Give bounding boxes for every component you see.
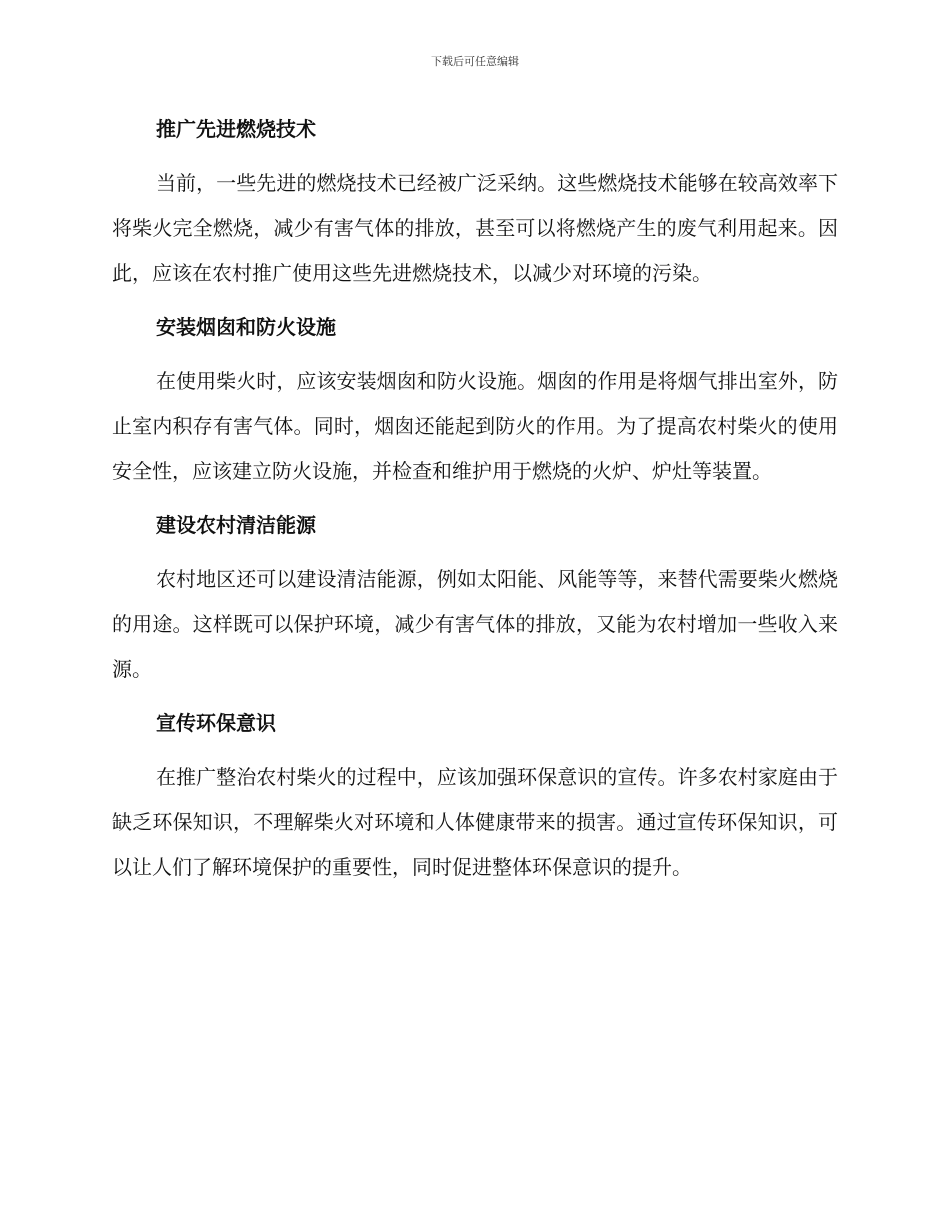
section-advanced-combustion — [112, 112, 838, 296]
section-paragraph: 在推广整治农村柴火的过程中，应该加强环保意识的宣传。许多农村家庭由于缺乏环保知识，不理解柴火对环境和人体健康带来的损害。通过宣传环保知识，可以让人们了解环境保护的重要性，同时促进整体环保意识的提升。 — [112, 765, 838, 879]
section-environmental-awareness — [112, 706, 838, 890]
section-chimney-fire-safety — [112, 310, 838, 494]
section-heading: 安装烟囱和防火设施 — [156, 315, 336, 339]
section-clean-energy — [112, 508, 838, 692]
section-heading: 宣传环保意识 — [156, 711, 276, 735]
section-paragraph: 在使用柴火时，应该安装烟囱和防火设施。烟囱的作用是将烟气排出室外，防止室内积存有害气体。同时，烟囱还能起到防火的作用。为了提高农村柴火的使用安全性，应该建立防火设施，并检查和维护用于燃烧的火炉、炉灶等装置。 — [112, 369, 838, 483]
section-heading: 建设农村清洁能源 — [156, 513, 316, 537]
section-paragraph: 农村地区还可以建设清洁能源，例如太阳能、风能等等，来替代需要柴火燃烧的用途。这样既可以保护环境，减少有害气体的排放，又能为农村增加一些收入来源。 — [112, 567, 838, 681]
section-paragraph: 当前，一些先进的燃烧技术已经被广泛采纳。这些燃烧技术能够在较高效率下将柴火完全燃烧，减少有害气体的排放，甚至可以将燃烧产生的废气利用起来。因此，应该在农村推广使用这些先进燃烧技术，以减少对环境的污染。 — [112, 171, 838, 285]
page-header-note: 下载后可任意编辑 — [431, 55, 519, 68]
document-content — [112, 112, 838, 904]
section-heading: 推广先进燃烧技术 — [156, 117, 316, 141]
